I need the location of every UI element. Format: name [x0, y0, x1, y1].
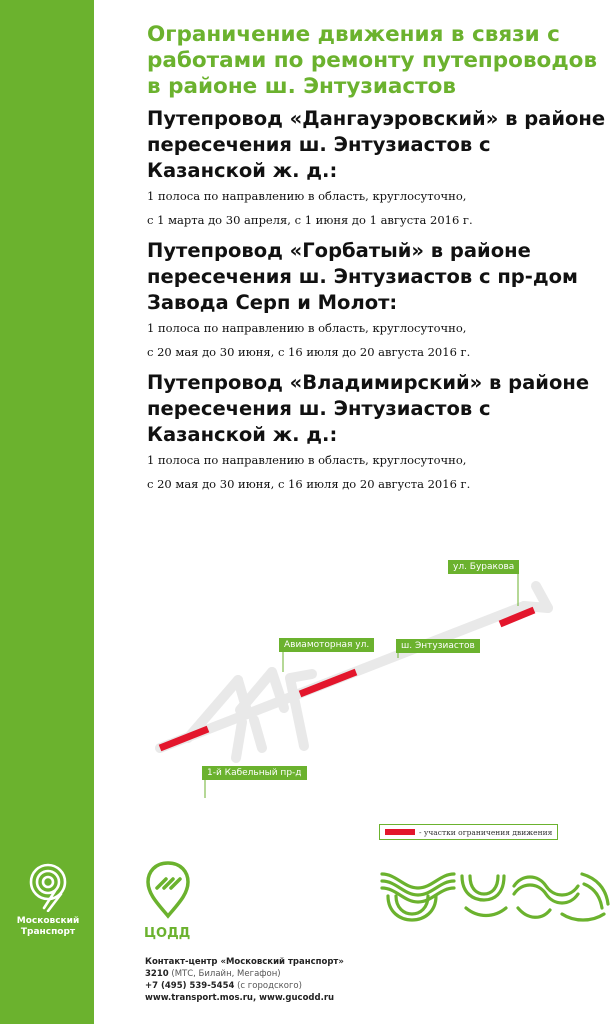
- contacts-block: [145, 956, 344, 1004]
- section-desc-line1: 1 полоса по направлению в область, круглосуточно,: [147, 453, 467, 467]
- legend-red-swatch: [385, 829, 415, 835]
- section-desc-line1: 1 полоса по направлению в область, круглосуточно,: [147, 189, 467, 203]
- label-burakova: ул. Буракова: [448, 560, 519, 574]
- phone-note: (с городского): [237, 981, 302, 991]
- legend-text: - участки ограничения движения: [419, 827, 553, 837]
- page-title: Ограничение движения в связи с работами по ремонту путепроводов в районе ш. Энтузиастов: [147, 22, 598, 99]
- website-links: www.transport.mos.ru, www.gucodd.ru: [145, 993, 335, 1003]
- label-entuziastov: ш. Энтузиастов: [396, 639, 480, 653]
- section-desc-line2: с 20 мая до 30 июня, с 16 июля до 20 августа 2016 г.: [147, 345, 471, 359]
- codd-logo: [144, 860, 194, 941]
- decorative-ornament: [378, 864, 614, 926]
- road-aviamotornaya-top: [290, 674, 312, 678]
- codd-logo-icon: [144, 860, 192, 920]
- logo-mt-line2: Транспорт: [20, 927, 76, 937]
- road-kabelny-2: [254, 720, 262, 748]
- label-kabelny: 1-й Кабельный пр-д: [202, 766, 307, 780]
- moscow-transport-logo: [12, 862, 84, 938]
- moscow-transport-logo-icon: [25, 862, 71, 912]
- short-number-note: (МТС, Билайн, Мегафон): [171, 969, 281, 979]
- road-map-svg: [140, 548, 616, 848]
- codd-logo-text: ЦОДД: [144, 926, 191, 941]
- section-dangauerovsky: [147, 106, 607, 232]
- section-title: Путепровод «Горбатый» в районе пересечения ш. Энтузиастов с пр-дом Завода Серп и Молот:: [147, 239, 578, 314]
- label-aviamotornaya: Авиамоторная ул.: [279, 638, 374, 652]
- restriction-dangauerovsky: [160, 729, 208, 748]
- road-map: [140, 548, 616, 848]
- road-kabelny: [236, 722, 242, 758]
- section-gorbaty: [147, 238, 607, 364]
- map-legend: [379, 824, 558, 840]
- phone-number: +7 (495) 539-5454: [145, 981, 235, 991]
- section-desc-line2: с 1 марта до 30 апреля, с 1 июня до 1 августа 2016 г.: [147, 213, 473, 227]
- section-title: Путепровод «Владимирский» в районе пересечения ш. Энтузиастов с Казанской ж. д.:: [147, 371, 590, 446]
- short-number: 3210: [145, 969, 169, 979]
- contact-center-title: Контакт-центр «Московский транспорт»: [145, 957, 344, 967]
- section-desc-line2: с 20 мая до 30 июня, с 16 июля до 20 августа 2016 г.: [147, 477, 471, 491]
- callout-leaders: [205, 574, 518, 798]
- section-title: Путепровод «Дангауэровский» в районе пересечения ш. Энтузиастов с Казанской ж. д.:: [147, 107, 606, 182]
- logo-mt-line1: Московский: [16, 916, 80, 926]
- section-desc-line1: 1 полоса по направлению в область, круглосуточно,: [147, 321, 467, 335]
- main-content: [147, 22, 607, 496]
- section-vladimirsky: [147, 370, 607, 496]
